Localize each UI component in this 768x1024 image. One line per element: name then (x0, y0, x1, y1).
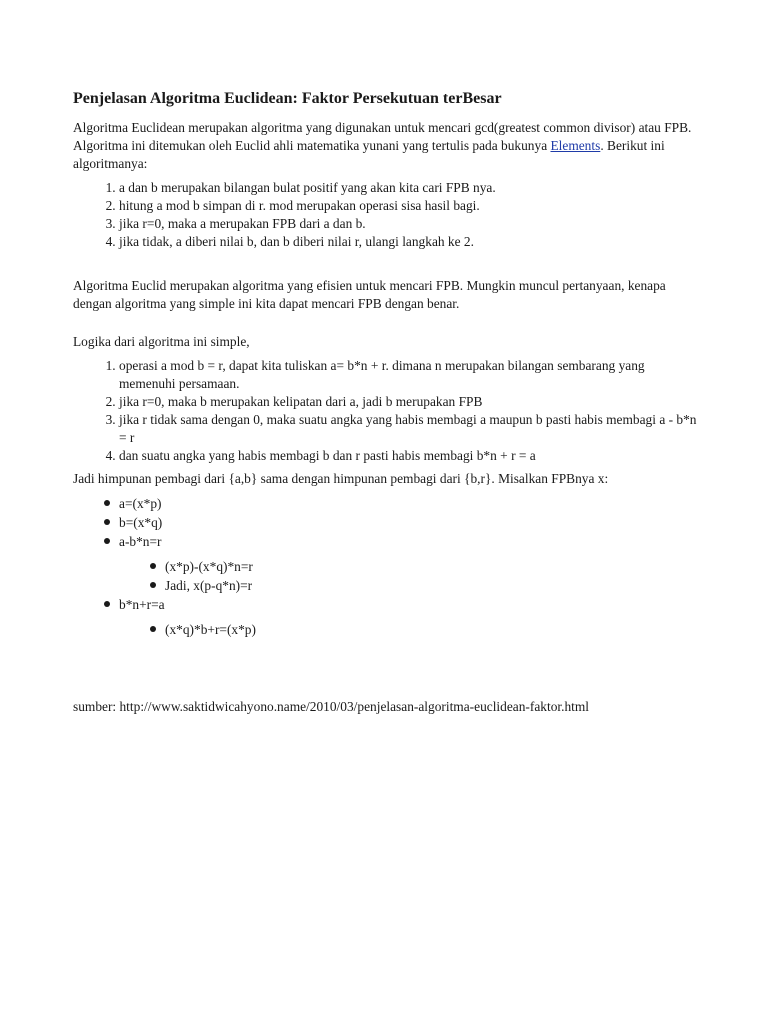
list-item: 4. jika tidak, a diberi nilai b, dan b diberi nilai r, ulangi langkah ke 2. (119, 233, 703, 251)
equation-sub-list (119, 620, 703, 639)
list-item: (x*p)-(x*q)*n=r (165, 557, 703, 576)
list-item: 1. a dan b merupakan bilangan bulat positif yang akan kita cari FPB nya. (119, 179, 703, 197)
document-title: Penjelasan Algoritma Euclidean: Faktor Persekutuan terBesar (73, 90, 502, 107)
bullet-text: b*n+r=a (119, 597, 165, 612)
list-item: 4. dan suatu angka yang habis membagi b dan r pasti habis membagi b*n + r = a (119, 447, 703, 465)
list-item: 2. jika r=0, maka b merupakan kelipatan dari a, jadi b merupakan FPB (119, 393, 703, 411)
document-page (73, 88, 703, 716)
equation-bullet-list (73, 494, 703, 639)
list-item: 3. jika r=0, maka a merupakan FPB dari a dan b. (119, 215, 703, 233)
efficiency-paragraph: Algoritma Euclid merupakan algoritma yang efisien untuk mencari FPB. Mungkin muncul pertanyaan, kenapa dengan algoritma yang simple ini kita dapat mencari FPB dengan benar. (73, 278, 666, 311)
list-item: b=(x*q) (119, 513, 703, 532)
bullet-text: a-b*n=r (119, 534, 162, 549)
intro-paragraph (73, 119, 703, 173)
intro-text-start: Algoritma Euclidean merupakan algoritma yang digunakan untuk mencari gcd(greatest common divisor) atau FPB. Algoritma ini ditemukan oleh Euclid ahli matematika yunani yang tertulis pada bukunya (73, 120, 692, 153)
list-item: 2. hitung a mod b simpan di r. mod merupakan operasi sisa hasil bagi. (119, 197, 703, 215)
equation-sub-list (119, 557, 703, 595)
list-item: (x*q)*b+r=(x*p) (165, 620, 703, 639)
logic-steps-list (73, 357, 703, 465)
algorithm-steps-list (73, 179, 703, 251)
divisor-paragraph: Jadi himpunan pembagi dari {a,b} sama dengan himpunan pembagi dari {b,r}. Misalkan FPBnya x: (73, 471, 609, 486)
list-item (119, 532, 703, 595)
list-item: 3. jika r tidak sama dengan 0, maka suatu angka yang habis membagi a maupun b pasti habis membagi a - b*n = r (119, 411, 703, 447)
source-citation: sumber: http://www.saktidwicahyono.name/2010/03/penjelasan-algoritma-euclidean-faktor.html (73, 699, 590, 714)
list-item: a=(x*p) (119, 494, 703, 513)
elements-link[interactable]: Elements (550, 138, 601, 153)
list-item (119, 595, 703, 639)
intro-text-end: . Berikut ini algoritmanya: (73, 138, 665, 171)
logic-intro: Logika dari algoritma ini simple, (73, 334, 250, 349)
list-item: 1. operasi a mod b = r, dapat kita tuliskan a= b*n + r. dimana n merupakan bilangan sembarang yang memenuhi persamaan. (119, 357, 703, 393)
list-item: Jadi, x(p-q*n)=r (165, 576, 703, 595)
